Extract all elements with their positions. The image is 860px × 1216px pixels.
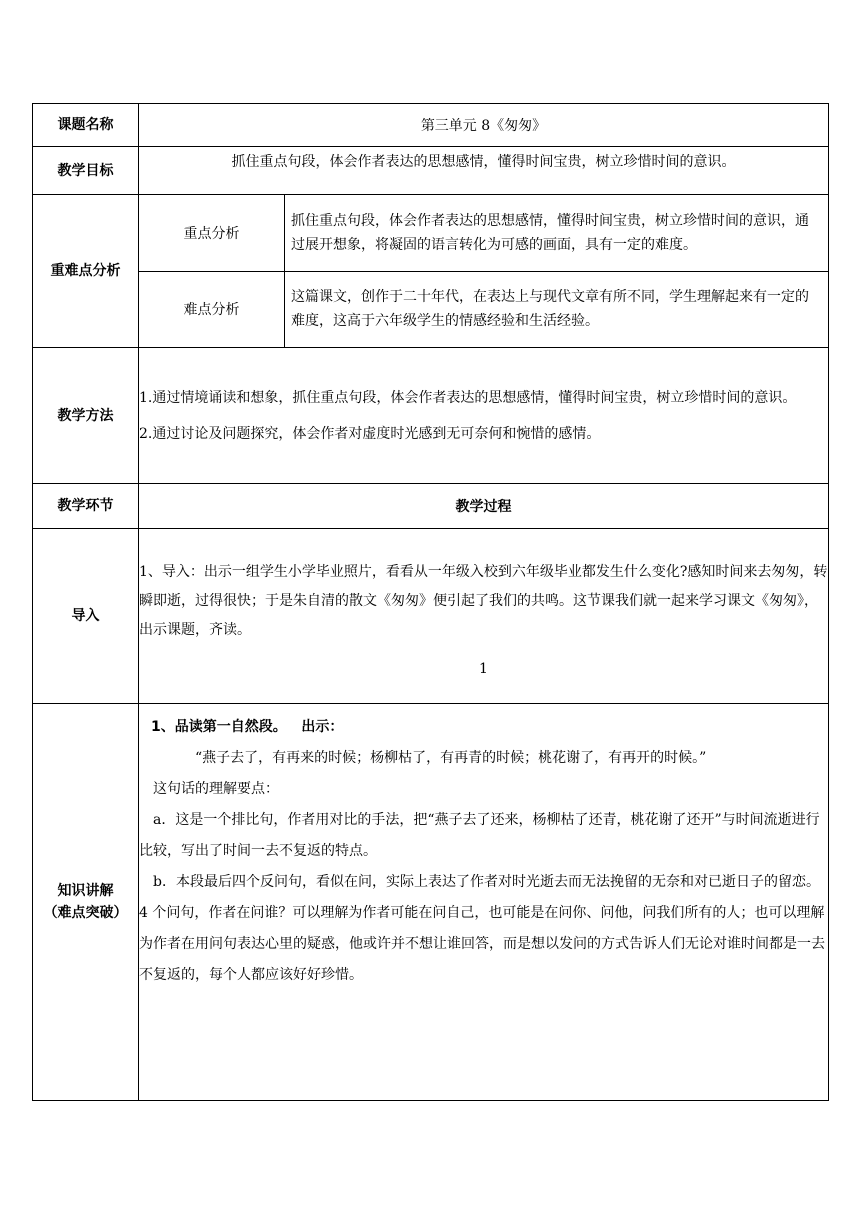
difficult-analysis-label: 难点分析 xyxy=(139,271,285,347)
method-cell xyxy=(139,348,829,484)
analysis-subtable xyxy=(139,195,828,347)
analysis-cell xyxy=(139,195,829,348)
title-value: 第三单元 8《匆匆》 xyxy=(139,104,829,147)
page-number: 1 xyxy=(479,661,488,677)
row-title xyxy=(33,104,829,147)
stage-label: 教学环节 xyxy=(33,484,139,529)
knowledge-label-line2: （难点突破） xyxy=(43,905,128,921)
title-label: 课题名称 xyxy=(33,104,139,147)
knowledge-point-a: a．这是一个排比句，作者用对比的手法，把“燕子去了还来，杨柳枯了还青，桃花谢了还开”与时间流逝进行比较，写出了时间一去不复返的特点。 xyxy=(139,812,820,859)
process-header: 教学过程 xyxy=(139,484,829,529)
knowledge-points-intro: 这句话的理解要点： xyxy=(153,781,279,797)
intro-label: 导入 xyxy=(33,529,139,704)
knowledge-cell xyxy=(139,704,829,1101)
difficult-analysis-row xyxy=(139,271,828,347)
row-stage-header xyxy=(33,484,829,529)
goal-label: 教学目标 xyxy=(33,147,139,195)
row-goal xyxy=(33,147,829,195)
key-analysis-label: 重点分析 xyxy=(139,195,285,271)
method-item: 2.通过讨论及问题探究，体会作者对虚度时光感到无可奈何和惋惜的感情。 xyxy=(139,425,601,442)
method-item: 1.通过情境诵读和想象，抓住重点句段，体会作者表达的思想感情，懂得时间宝贵，树立珍惜时间的意识。 xyxy=(139,389,797,406)
row-knowledge xyxy=(33,704,829,1101)
knowledge-point-b: b．本段最后四个反问句，看似在问，实际上表达了作者对时光逝去而无法挽留的无奈和对已逝日子的留恋。4 个问句，作者在问谁？可以理解为作者可能在问自己，也可能是在问你、问他，问我们所有的人；也可以理解为作者在用问句表达心里的疑惑，他或许并不想让谁回答，而是想以发问的方式告诉人们无论对谁时间都是一去不复返的，每个人都应该好好珍惜。 xyxy=(139,874,825,983)
row-intro xyxy=(33,529,829,704)
key-analysis-text: 抓住重点句段，体会作者表达的思想感情，懂得时间宝贵，树立珍惜时间的意识，通过展开想象，将凝固的语言转化为可感的画面，具有一定的难度。 xyxy=(285,195,829,271)
row-method xyxy=(33,348,829,484)
difficult-analysis-text: 这篇课文，创作于二十年代，在表达上与现代文章有所不同，学生理解起来有一定的难度，这高于六年级学生的情感经验和生活经验。 xyxy=(285,271,829,347)
knowledge-label-line1: 知识讲解 xyxy=(57,883,114,899)
knowledge-quote: “燕子去了，有再来的时候；杨柳枯了，有再青的时候；桃花谢了，有再开的时候。” xyxy=(195,750,707,766)
method-label: 教学方法 xyxy=(33,348,139,484)
lesson-plan-table xyxy=(32,103,829,1101)
row-analysis xyxy=(33,195,829,348)
intro-text: 1、导入：出示一组学生小学毕业照片，看看从一年级入校到六年级毕业都发生什么变化?感知时间来去匆匆，转瞬即逝，过得很快；于是朱自清的散文《匆匆》便引起了我们的共鸣。这节课我们就一起来学习课文《匆匆》，出示课题，齐读。 xyxy=(139,564,828,638)
knowledge-heading: 1、品读第一自然段。 出示： xyxy=(151,719,344,735)
analysis-label: 重难点分析 xyxy=(33,195,139,348)
knowledge-label xyxy=(33,704,139,1101)
goal-value: 抓住重点句段，体会作者表达的思想感情，懂得时间宝贵，树立珍惜时间的意识。 xyxy=(139,147,829,195)
intro-cell xyxy=(139,529,829,704)
key-analysis-row xyxy=(139,195,828,271)
